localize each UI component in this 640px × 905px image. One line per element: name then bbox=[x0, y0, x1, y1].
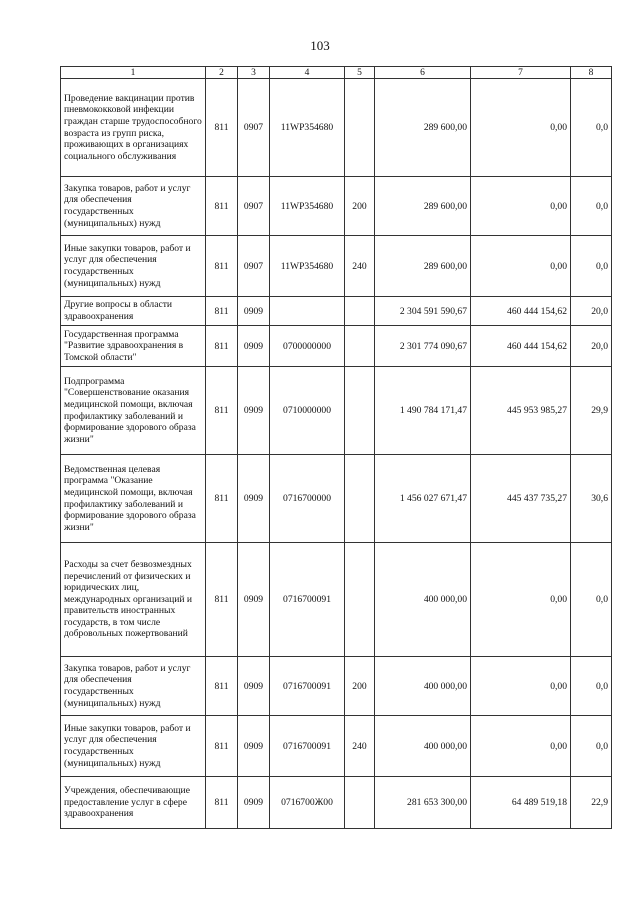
cell-target-code: 0716700091 bbox=[270, 543, 345, 657]
cell-planned-amount: 289 600,00 bbox=[375, 79, 471, 177]
row-name: Закупка товаров, работ и услуг для обеспечения государственных (муниципальных) нужд bbox=[61, 657, 206, 716]
row-name: Ведомственная целевая программа "Оказание медицинской помощи, включая профилактику заболеваний и формирование здорового образа жизни" bbox=[61, 455, 206, 543]
cell-target-code: 0710000000 bbox=[270, 367, 345, 455]
row-name: Подпрограмма "Совершенствование оказания медицинской помощи, включая профилактику заболеваний и формирование здорового образа жизни" bbox=[61, 367, 206, 455]
cell-percent: 0,0 bbox=[571, 177, 612, 236]
cell-expense-type: 200 bbox=[345, 177, 375, 236]
cell-expense-type bbox=[345, 455, 375, 543]
table-row bbox=[61, 236, 612, 297]
cell-target-code: 11WP354680 bbox=[270, 177, 345, 236]
cell-target-code: 0716700000 bbox=[270, 455, 345, 543]
table-row bbox=[61, 177, 612, 236]
cell-percent: 20,0 bbox=[571, 297, 612, 326]
cell-expense-type bbox=[345, 79, 375, 177]
col-header-4: 4 bbox=[270, 67, 345, 79]
cell-target-code: 0716700Ж00 bbox=[270, 777, 345, 829]
cell-executed-amount: 64 489 519,18 bbox=[471, 777, 571, 829]
cell-percent: 30,6 bbox=[571, 455, 612, 543]
cell-expense-type: 240 bbox=[345, 236, 375, 297]
cell-section-code: 0909 bbox=[238, 777, 270, 829]
table-row bbox=[61, 326, 612, 367]
cell-ministry-code: 811 bbox=[206, 716, 238, 777]
cell-section-code: 0907 bbox=[238, 177, 270, 236]
cell-percent: 0,0 bbox=[571, 236, 612, 297]
cell-executed-amount: 0,00 bbox=[471, 177, 571, 236]
table-row bbox=[61, 367, 612, 455]
cell-planned-amount: 400 000,00 bbox=[375, 716, 471, 777]
cell-percent: 20,0 bbox=[571, 326, 612, 367]
cell-ministry-code: 811 bbox=[206, 367, 238, 455]
cell-ministry-code: 811 bbox=[206, 657, 238, 716]
cell-planned-amount: 400 000,00 bbox=[375, 543, 471, 657]
cell-executed-amount: 0,00 bbox=[471, 79, 571, 177]
cell-executed-amount: 0,00 bbox=[471, 657, 571, 716]
col-header-2: 2 bbox=[206, 67, 238, 79]
cell-ministry-code: 811 bbox=[206, 236, 238, 297]
table-row bbox=[61, 297, 612, 326]
cell-target-code: 11WP354680 bbox=[270, 79, 345, 177]
table-row bbox=[61, 455, 612, 543]
cell-executed-amount: 0,00 bbox=[471, 236, 571, 297]
row-name: Закупка товаров, работ и услуг для обеспечения государственных (муниципальных) нужд bbox=[61, 177, 206, 236]
cell-expense-type: 200 bbox=[345, 657, 375, 716]
cell-planned-amount: 281 653 300,00 bbox=[375, 777, 471, 829]
cell-planned-amount: 400 000,00 bbox=[375, 657, 471, 716]
cell-target-code: 11WP354680 bbox=[270, 236, 345, 297]
cell-ministry-code: 811 bbox=[206, 79, 238, 177]
cell-ministry-code: 811 bbox=[206, 777, 238, 829]
col-header-8: 8 bbox=[571, 67, 612, 79]
budget-table bbox=[60, 66, 612, 829]
cell-section-code: 0907 bbox=[238, 79, 270, 177]
cell-expense-type bbox=[345, 326, 375, 367]
cell-expense-type bbox=[345, 543, 375, 657]
cell-target-code: 0700000000 bbox=[270, 326, 345, 367]
row-name: Иные закупки товаров, работ и услуг для обеспечения государственных (муниципальных) нужд bbox=[61, 716, 206, 777]
cell-planned-amount: 1 490 784 171,47 bbox=[375, 367, 471, 455]
cell-percent: 0,0 bbox=[571, 657, 612, 716]
cell-section-code: 0909 bbox=[238, 367, 270, 455]
cell-planned-amount: 2 301 774 090,67 bbox=[375, 326, 471, 367]
cell-target-code: 0716700091 bbox=[270, 657, 345, 716]
table-row bbox=[61, 716, 612, 777]
cell-ministry-code: 811 bbox=[206, 326, 238, 367]
row-name: Проведение вакцинации против пневмококковой инфекции граждан старше трудоспособного возраста из групп риска, проживающих в организациях социального обслуживания bbox=[61, 79, 206, 177]
cell-section-code: 0909 bbox=[238, 657, 270, 716]
header-row bbox=[61, 67, 612, 79]
cell-target-code: 0716700091 bbox=[270, 716, 345, 777]
cell-ministry-code: 811 bbox=[206, 543, 238, 657]
col-header-7: 7 bbox=[471, 67, 571, 79]
cell-planned-amount: 2 304 591 590,67 bbox=[375, 297, 471, 326]
cell-percent: 0,0 bbox=[571, 543, 612, 657]
col-header-6: 6 bbox=[375, 67, 471, 79]
row-name: Расходы за счет безвозмездных перечислений от физических и юридических лиц, международных организаций и правительств иностранных государств, в том числе добровольных пожертвований bbox=[61, 543, 206, 657]
table-row bbox=[61, 543, 612, 657]
cell-percent: 29,9 bbox=[571, 367, 612, 455]
cell-section-code: 0909 bbox=[238, 543, 270, 657]
cell-planned-amount: 289 600,00 bbox=[375, 236, 471, 297]
cell-executed-amount: 460 444 154,62 bbox=[471, 297, 571, 326]
cell-percent: 0,0 bbox=[571, 79, 612, 177]
cell-expense-type bbox=[345, 297, 375, 326]
cell-executed-amount: 445 437 735,27 bbox=[471, 455, 571, 543]
cell-section-code: 0909 bbox=[238, 297, 270, 326]
row-name: Учреждения, обеспечивающие предоставление услуг в сфере здравоохранения bbox=[61, 777, 206, 829]
row-name: Иные закупки товаров, работ и услуг для обеспечения государственных (муниципальных) нужд bbox=[61, 236, 206, 297]
cell-ministry-code: 811 bbox=[206, 177, 238, 236]
cell-section-code: 0909 bbox=[238, 716, 270, 777]
cell-ministry-code: 811 bbox=[206, 297, 238, 326]
table-row bbox=[61, 657, 612, 716]
row-name: Другие вопросы в области здравоохранения bbox=[61, 297, 206, 326]
cell-executed-amount: 445 953 985,27 bbox=[471, 367, 571, 455]
cell-expense-type bbox=[345, 777, 375, 829]
row-name: Государственная программа "Развитие здравоохранения в Томской области" bbox=[61, 326, 206, 367]
table-row bbox=[61, 79, 612, 177]
cell-planned-amount: 289 600,00 bbox=[375, 177, 471, 236]
col-header-1: 1 bbox=[61, 67, 206, 79]
cell-section-code: 0909 bbox=[238, 326, 270, 367]
cell-planned-amount: 1 456 027 671,47 bbox=[375, 455, 471, 543]
cell-section-code: 0909 bbox=[238, 455, 270, 543]
cell-expense-type: 240 bbox=[345, 716, 375, 777]
cell-expense-type bbox=[345, 367, 375, 455]
cell-executed-amount: 0,00 bbox=[471, 716, 571, 777]
page-number: 103 bbox=[310, 38, 330, 53]
col-header-3: 3 bbox=[238, 67, 270, 79]
cell-percent: 0,0 bbox=[571, 716, 612, 777]
cell-ministry-code: 811 bbox=[206, 455, 238, 543]
cell-target-code bbox=[270, 297, 345, 326]
cell-executed-amount: 460 444 154,62 bbox=[471, 326, 571, 367]
table-row bbox=[61, 777, 612, 829]
col-header-5: 5 bbox=[345, 67, 375, 79]
cell-executed-amount: 0,00 bbox=[471, 543, 571, 657]
cell-percent: 22,9 bbox=[571, 777, 612, 829]
cell-section-code: 0907 bbox=[238, 236, 270, 297]
